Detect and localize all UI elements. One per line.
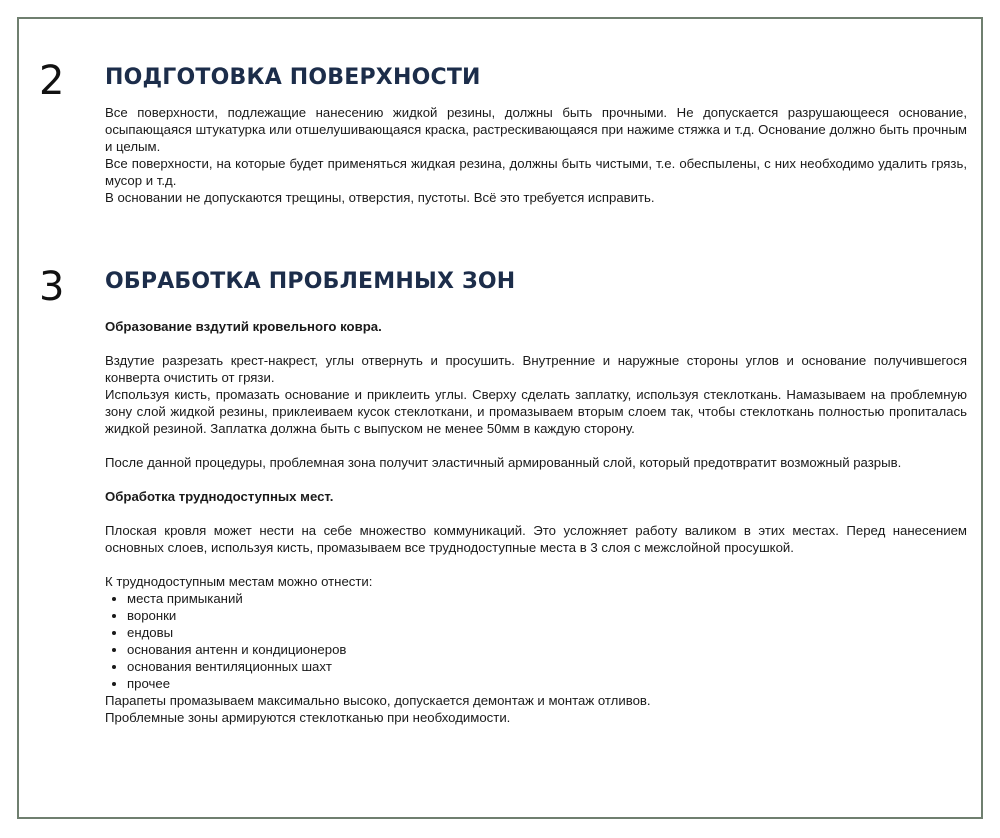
bullet-list — [105, 590, 967, 692]
subsection-heading: Образование вздутий кровельного ковра. — [105, 319, 382, 334]
section-number: 3 — [39, 264, 65, 310]
paragraph: Проблемные зоны армируются стеклотканью при необходимости. — [105, 710, 511, 725]
paragraph: Используя кисть, промазать основание и приклеить углы. Сверху сделать заплатку, используя стеклоткань. Намазываем на проблемную зону слой жидкой резины, приклеиваем кусок стеклоткани, и промазываем вторым слоем так, чтобы стеклоткань полностью пропиталась жидкой резиной. Заплатка должна быть с выпуском не менее 50мм в каждую сторону. — [105, 387, 967, 436]
section-title: ПОДГОТОВКА ПОВЕРХНОСТИ — [105, 65, 481, 90]
list-item: • основания антенн и кондиционеров — [127, 641, 967, 658]
list-item: • воронки — [127, 607, 967, 624]
paragraph: В основании не допускаются трещины, отверстия, пустоты. Всё это требуется исправить. — [105, 190, 655, 205]
page-frame — [17, 17, 983, 819]
section-body — [105, 104, 967, 206]
list-item: • основания вентиляционных шахт — [127, 658, 967, 675]
section-body — [105, 318, 967, 726]
list-item: • ендовы — [127, 624, 967, 641]
list-item: • места примыканий — [127, 590, 967, 607]
list-intro: К труднодоступным местам можно отнести: — [105, 574, 373, 589]
section-title: ОБРАБОТКА ПРОБЛЕМНЫХ ЗОН — [105, 269, 516, 294]
subsection-heading: Обработка труднодоступных мест. — [105, 489, 334, 504]
paragraph: Плоская кровля может нести на себе множество коммуникаций. Это усложняет работу валиком в этих местах. Перед нанесением основных слоев, используя кисть, промазываем все труднодоступные места в 3 слоя с межслойной просушкой. — [105, 523, 967, 555]
paragraph: Парапеты промазываем максимально высоко, допускается демонтаж и монтаж отливов. — [105, 693, 651, 708]
paragraph: Все поверхности, подлежащие нанесению жидкой резины, должны быть прочными. Не допускается разрушающееся основание, осыпающаяся штукатурка или отшелушивающаяся краска, растрескивающаяся при нажиме стяжка и т.д. Основание должно быть прочным и целым. — [105, 105, 967, 154]
paragraph: После данной процедуры, проблемная зона получит эластичный армированный слой, который предотвратит возможный разрыв. — [105, 455, 902, 470]
paragraph: Все поверхности, на которые будет применяться жидкая резина, должны быть чистыми, т.е. обеспылены, с них необходимо удалить грязь, мусор и т.д. — [105, 156, 967, 188]
list-item: • прочее — [127, 675, 967, 692]
paragraph: Вздутие разрезать крест-накрест, углы отвернуть и просушить. Внутренние и наружные стороны углов и основание получившегося конверта очистить от грязи. — [105, 353, 967, 385]
section-number: 2 — [39, 58, 65, 104]
